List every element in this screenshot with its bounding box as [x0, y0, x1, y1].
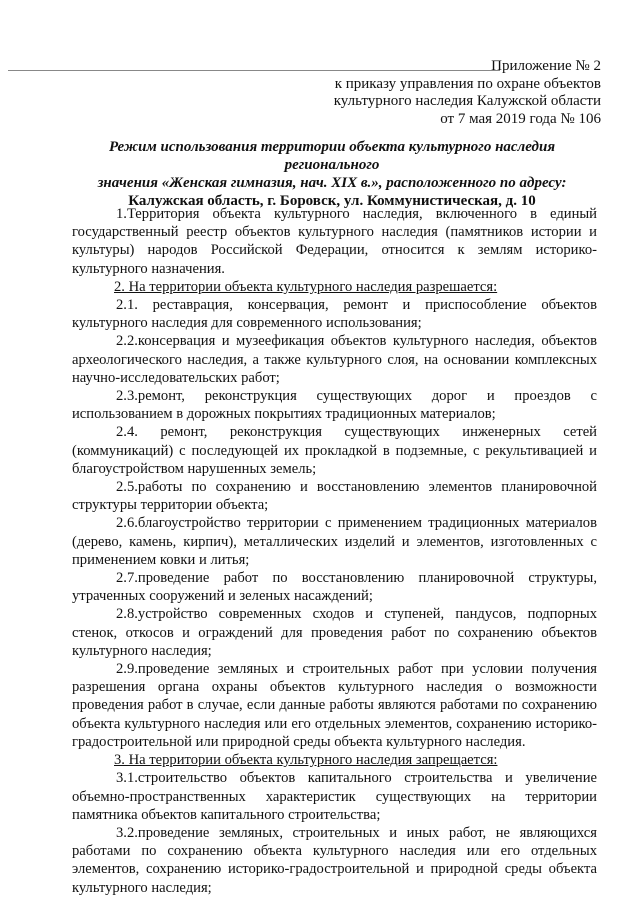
document-title [72, 138, 592, 210]
paragraph-2-2: 2.2.консервация и музеефикация объектов культурного наследия, объектов археологического наследия, а также культурного слоя, на основании комплексных научно-исследовательских работ; [72, 333, 597, 386]
title-line-1: Режим использования территории объекта культурного наследия регионального [108, 139, 556, 173]
paragraph-2-7: 2.7.проведение работ по восстановлению планировочной структуры, утраченных сооружений и зеленых насаждений; [72, 570, 597, 605]
appendix-number: Приложение № 2 [491, 58, 601, 74]
paragraph-2-3: 2.3.ремонт, реконструкция существующих дорог и проездов с использованием в дорожных покрытиях традиционных материалов; [72, 388, 597, 423]
paragraph-1: 1.Территория объекта культурного наследия, включенного в единый государственный реестр объектов культурного наследия (памятников истории и культуры) народов Российской Федерации, относится к землям историко-культурного назначения. [72, 206, 597, 277]
document-body [72, 205, 597, 897]
section-3-heading [72, 751, 597, 769]
paragraph-3-1: 3.1.строительство объектов капитального строительства и увеличение объемно-пространственных характеристик существующих на территории памятника объектов капитального строительства; [72, 770, 597, 823]
section-3-heading-text: 3. На территории объекта культурного наследия запрещается: [114, 752, 498, 769]
paragraph-2-4: 2.4. ремонт, реконструкция существующих инженерных сетей (коммуникаций) с последующей их прокладкой в подземные, с рекультивацией и благоустройством нарушенных земель; [72, 424, 597, 477]
paragraph-2-8: 2.8.устройство современных сходов и ступеней, пандусов, подпорных стенок, откосов и ограждений для проведения работ по сохранению объектов культурного наследия; [72, 606, 597, 659]
appendix-authority: культурного наследия Калужской области [333, 93, 601, 109]
paragraph-3-2: 3.2.проведение земляных, строительных и иных работ, не являющихся работами по сохранению объекта культурного наследия или его отдельных элементов, сохранению историко-градостроительной и природной среды объекта культурного наследия; [72, 824, 597, 896]
paragraph-2-6: 2.6.благоустройство территории с применением традиционных материалов (дерево, камень, кирпич), металлических изделий и элементов, изготовленных с применением ковки и литья; [72, 515, 597, 568]
section-2-heading-text: 2. На территории объекта культурного наследия разрешается: [114, 278, 498, 295]
section-2-heading [72, 278, 597, 296]
paragraph-2-5: 2.5.работы по сохранению и восстановлению элементов планировочной структуры территории объекта; [72, 479, 597, 514]
appendix-header [301, 58, 601, 128]
title-line-2: значения «Женская гимназия, нач. XIX в.», расположенного по адресу: [97, 175, 567, 191]
appendix-date: от 7 мая 2019 года № 106 [440, 110, 601, 127]
title-line-3: Калужская область, г. Боровск, ул. Коммунистическая, д. 10 [128, 193, 536, 209]
appendix-order-ref: к приказу управления по охране объектов [334, 75, 601, 92]
paragraph-2-9: 2.9.проведение земляных и строительных работ при условии получения разрешения органа охраны объектов культурного наследия о возможности проведения работ в случае, если данные работы являются работами по сохранению объекта культурного наследия или его отдельных элементов, сохранению историко-градостроительной или природной среды объекта культурного наследия. [72, 661, 597, 750]
paragraph-2-1: 2.1. реставрация, консервация, ремонт и приспособление объектов культурного наследия для современного использования; [72, 297, 597, 332]
